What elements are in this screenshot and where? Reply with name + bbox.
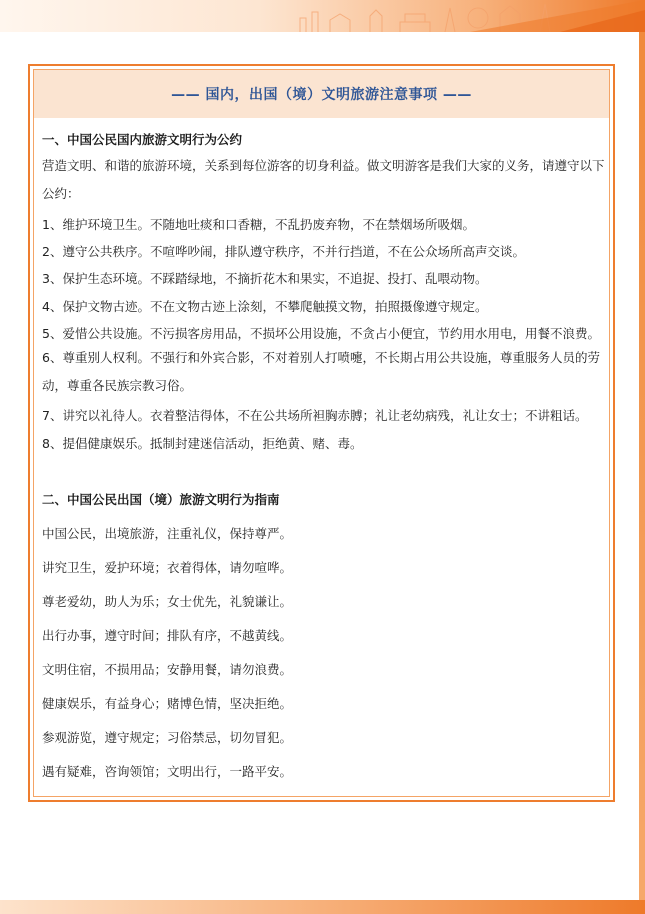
- list-item: 2、遵守公共秩序。不喧哗吵闹，排队遵守秩序，不并行挡道，不在公众场所高声交谈。: [42, 244, 525, 259]
- list-item: 7、讲究以礼待人。衣着整洁得体，不在公共场所袒胸赤膊；礼让老幼病残，礼让女士；不讲粗话。: [42, 408, 588, 423]
- page-title: —— 国内，出国（境）文明旅游注意事项 ——: [34, 70, 609, 118]
- section2-heading: 二、中国公民出国（境）旅游文明行为指南: [42, 492, 280, 507]
- top-banner: [0, 0, 645, 32]
- content-frame-inner: [33, 69, 610, 797]
- section1-intro: 营造文明、和谐的旅游环境，关系到每位游客的切身利益。做文明游客是我们大家的义务，请遵守以下公约：: [42, 158, 605, 201]
- guide-line: 尊老爱幼，助人为乐；女士优先，礼貌谦让。: [42, 594, 293, 609]
- list-item: 4、保护文物古迹。不在文物古迹上涂刻，不攀爬触摸文物，拍照摄像遵守规定。: [42, 299, 488, 314]
- bottom-accent-strip: [0, 900, 645, 914]
- list-item: 5、爱惜公共设施。不污损客房用品，不损坏公用设施，不贪占小便宜，节约用水用电，用餐不浪费。: [42, 326, 600, 341]
- guide-line: 健康娱乐，有益身心；赌博色情，坚决拒绝。: [42, 696, 293, 711]
- guide-line: 遇有疑难，咨询领馆；文明出行，一路平安。: [42, 764, 293, 779]
- guide-line: 讲究卫生，爱护环境；衣着得体，请勿喧哗。: [42, 560, 293, 575]
- guide-line: 中国公民，出境旅游，注重礼仪，保持尊严。: [42, 526, 293, 541]
- list-item: 1、维护环境卫生。不随地吐痰和口香糖，不乱扔废弃物，不在禁烟场所吸烟。: [42, 217, 475, 232]
- list-item: 8、提倡健康娱乐。抵制封建迷信活动，拒绝黄、赌、毒。: [42, 436, 363, 451]
- guide-line: 文明住宿，不损用品；安静用餐，请勿浪费。: [42, 662, 293, 677]
- skyline-decoration-icon: [0, 0, 645, 32]
- list-item: 6、尊重别人权利。不强行和外宾合影，不对着别人打喷嚏，不长期占用公共设施，尊重服务人员的劳动，尊重各民族宗教习俗。: [42, 350, 600, 393]
- list-item: 3、保护生态环境。不踩踏绿地，不摘折花木和果实，不追捉、投打、乱喂动物。: [42, 271, 488, 286]
- section1-heading: 一、中国公民国内旅游文明行为公约: [42, 132, 243, 147]
- guide-line: 参观游览，遵守规定；习俗禁忌，切勿冒犯。: [42, 730, 293, 745]
- guide-line: 出行办事，遵守时间；排队有序，不越黄线。: [42, 628, 293, 643]
- content-frame: [28, 64, 615, 802]
- right-accent-strip: [639, 32, 645, 900]
